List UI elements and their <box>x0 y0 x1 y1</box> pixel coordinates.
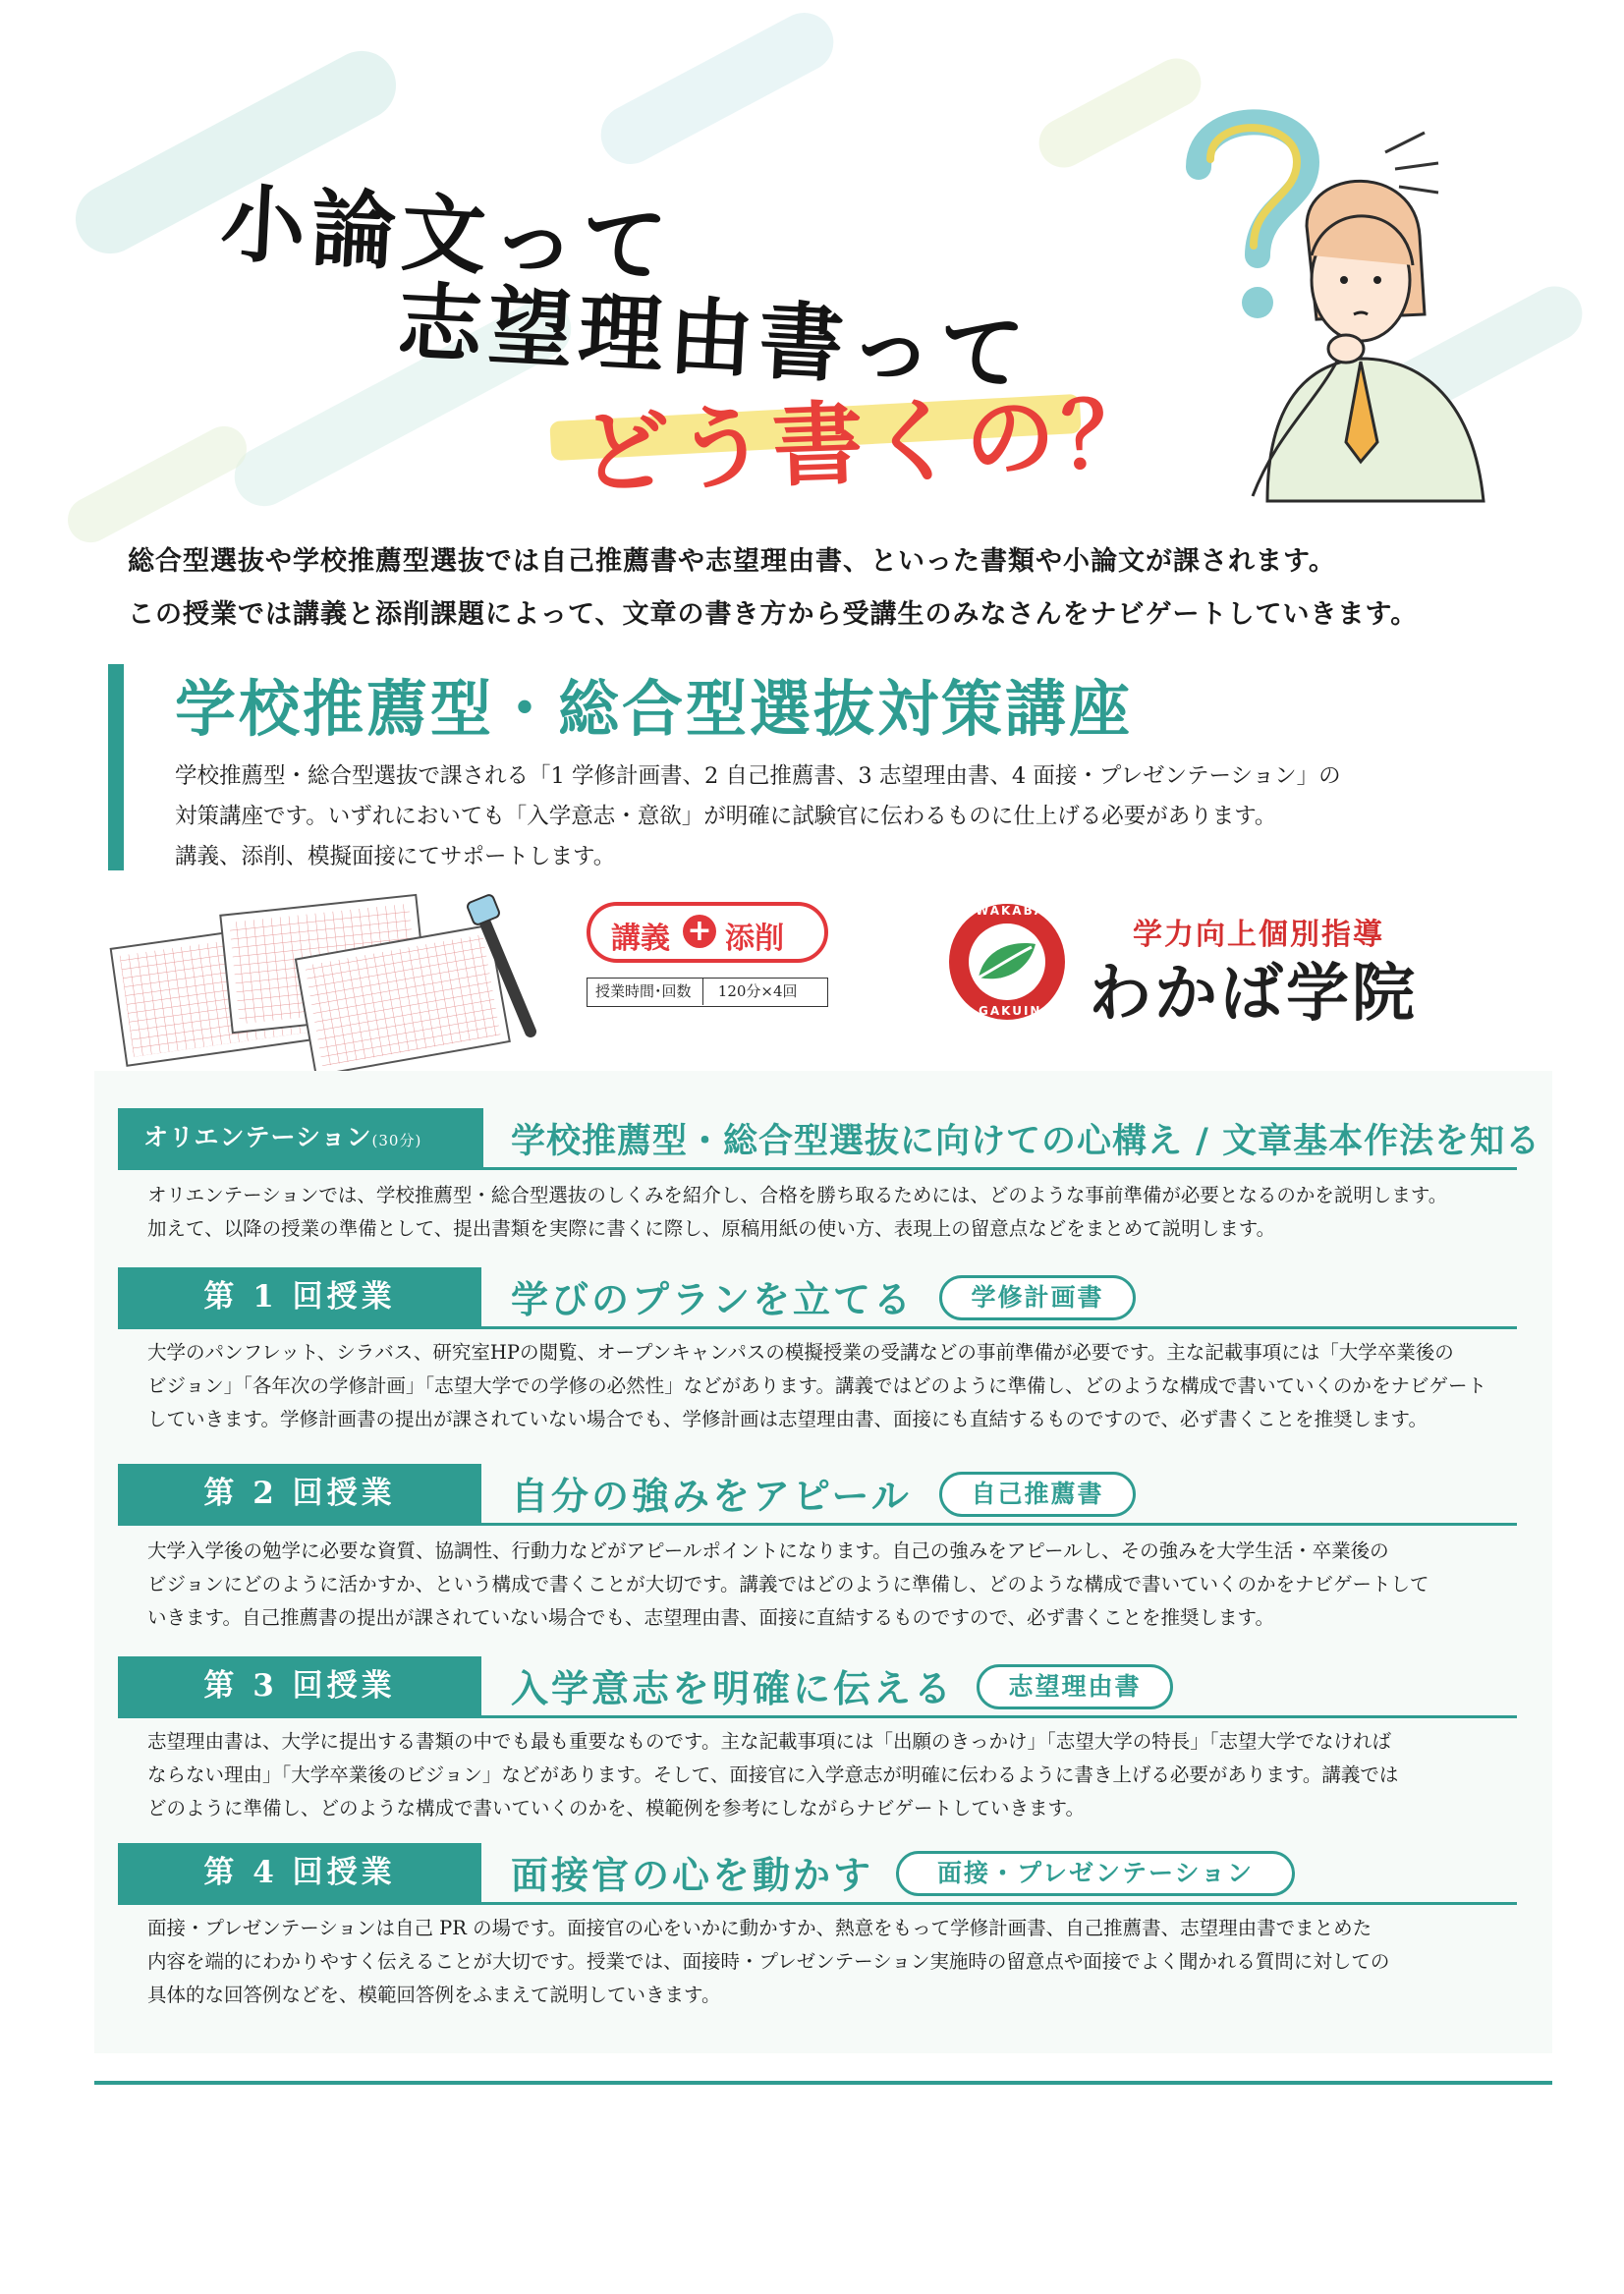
section-body <box>147 1912 1503 2012</box>
body-line: どのように準備し、どのような構成で書いていくのかを、模範例を参考にしながらナビゲートしていきます。 <box>147 1797 1085 1819</box>
section-title: 学びのプランを立てる <box>511 1277 915 1321</box>
body-line: オリエンテーションでは、学校推薦型・総合型選抜のしくみを紹介し、合格を勝ち取るためには、どのような事前準備が必要となるのかを説明します。 <box>147 1184 1448 1206</box>
intro-line-1: 総合型選抜や学校推薦型選抜では自己推薦書や志望理由書、といった書類や小論文が課されます。 <box>128 546 1336 577</box>
thinking-student-illustration <box>1159 108 1572 521</box>
section-tab: 第 4 回授業 <box>118 1843 481 1902</box>
body-line: していきます。学修計画書の提出が課されていない場合でも、学修計画は志望理由書、面接にも直結するものですので、必ず書くことを推奨します。 <box>147 1408 1428 1430</box>
headline-line-1: 小論文って <box>218 175 675 297</box>
intro-line-2: この授業では講義と添削課題によって、文章の書き方から受講生のみなさんをナビゲートしていきます。 <box>128 599 1419 630</box>
section-body <box>147 1725 1503 1825</box>
body-line: 具体的な回答例などを、模範回答例をふまえて説明していきます。 <box>147 1984 721 2006</box>
section-document-pill: 学修計画書 <box>939 1275 1136 1320</box>
time-value: 120分×4回 <box>717 982 798 1000</box>
section-body <box>147 1179 1503 1246</box>
section-body <box>147 1535 1503 1635</box>
section-document-pill: 志望理由書 <box>977 1664 1173 1709</box>
footer-divider <box>94 2081 1552 2085</box>
body-line: 大学入学後の勉学に必要な資質、協調性、行動力などがアピールポイントになります。自己の強みをアピールし、その強みを大学生活・卒業後の <box>147 1539 1389 1562</box>
time-label: 授業時間･回数 <box>588 979 703 1005</box>
plus-icon: + <box>683 915 716 948</box>
course-desc-line-2: 対策講座です。いずれにおいても「入学意志・意欲」が明確に試験官に伝わるものに仕上げる必要があります。 <box>175 804 1277 829</box>
badge-correction-label: 添削 <box>725 922 784 956</box>
section-document-pill: 面接・プレゼンテーション <box>896 1851 1295 1896</box>
course-accent-bar <box>108 664 124 870</box>
section-underline <box>118 1715 1517 1718</box>
section-tab-note: (30分) <box>371 1132 422 1149</box>
headline-line-2: 志望理由書って <box>395 273 1033 405</box>
body-line: 志望理由書は、大学に提出する書類の中でも最も重要なものです。主な記載事項には「出願のきっかけ」「志望大学の特長」「志望大学でなければ <box>147 1730 1391 1753</box>
section-underline <box>118 1902 1517 1905</box>
logo-ring-top-text: WAKABA <box>976 904 1046 918</box>
school-name: わかば学院 <box>1089 958 1418 1031</box>
section-tab: 第 1 回授業 <box>118 1267 481 1326</box>
class-time-box <box>587 978 828 1007</box>
manuscript-paper-illustration <box>108 884 550 1071</box>
body-line: いきます。自己推薦書の提出が課されていない場合でも、志望理由書、面接に直結するものですので、必ず書くことを推奨します。 <box>147 1606 1274 1629</box>
leaf-icon <box>975 938 1039 987</box>
logo-ring-bottom-text: GAKUIN <box>979 1004 1042 1018</box>
course-desc-line-1: 学校推薦型・総合型選抜で課される「1 学修計画書、2 自己推薦書、3 志望理由書、4 面接・プレゼンテーション」の <box>175 763 1341 789</box>
body-line: 加えて、以降の授業の準備として、提出書類を実際に書くに際し、原稿用紙の使い方、表現上の留意点などをまとめて説明します。 <box>147 1217 1276 1240</box>
headline-line-3: どう書くの？ <box>578 380 1159 507</box>
logo-tagline: 学力向上個別指導 <box>1133 918 1384 952</box>
course-desc-line-3: 講義、添削、模擬面接にてサポートします。 <box>175 844 616 869</box>
section-underline <box>118 1167 1517 1170</box>
section-underline <box>118 1326 1517 1329</box>
section-title: 自分の強みをアピール <box>511 1474 912 1518</box>
section-tab-label: オリエンテーション <box>143 1123 372 1151</box>
section-body <box>147 1336 1503 1436</box>
section-title: 面接官の心を動かす <box>511 1853 874 1897</box>
section-tab: 第 2 回授業 <box>118 1464 481 1523</box>
section-underline <box>118 1523 1517 1526</box>
course-description <box>175 756 1550 877</box>
section-document-pill: 自己推薦書 <box>939 1472 1136 1517</box>
section-tab <box>118 1108 483 1167</box>
question-mark-icon <box>1199 122 1307 318</box>
body-line: 内容を端的にわかりやすく伝えることが大切です。授業では、面接時・プレゼンテーション実施時の留意点や面接でよく聞かれる質問に対しての <box>147 1950 1390 1973</box>
course-title: 学校推薦型・総合型選抜対策講座 <box>175 673 1134 745</box>
body-line: 大学のパンフレット、シラバス、研究室HPの閲覧、オープンキャンパスの模擬授業の受講などの事前準備が必要です。主な記載事項には「大学卒業後の <box>147 1341 1454 1364</box>
body-line: ビジョン」「各年次の学修計画」「志望大学での学修の必然性」などがあります。講義ではどのように準備し、どのような構成で書いていくのかをナビゲート <box>147 1374 1487 1397</box>
badge-lecture-label: 講義 <box>611 922 670 956</box>
section-tab: 第 3 回授業 <box>118 1656 481 1715</box>
section-title: 入学意志を明確に伝える <box>511 1666 955 1710</box>
section-title: 学校推薦型・総合型選抜に向けての心構え / 文章基本作法を知る <box>511 1121 1541 1161</box>
body-line: 面接・プレゼンテーションは自己 PR の場です。面接官の心をいかに動かすか、熱意をもって学修計画書、自己推薦書、志望理由書でまとめた <box>147 1917 1372 1939</box>
body-line: ビジョンにどのように活かすか、という構成で書くことが大切です。講義ではどのように準備し、どのような構成で書いていくのかをナビゲートして <box>147 1573 1429 1595</box>
body-line: ならない理由」「大学卒業後のビジョン」などがあります。そして、面接官に入学意志が明確に伝わるように書き上げる必要があります。講義では <box>147 1763 1399 1786</box>
